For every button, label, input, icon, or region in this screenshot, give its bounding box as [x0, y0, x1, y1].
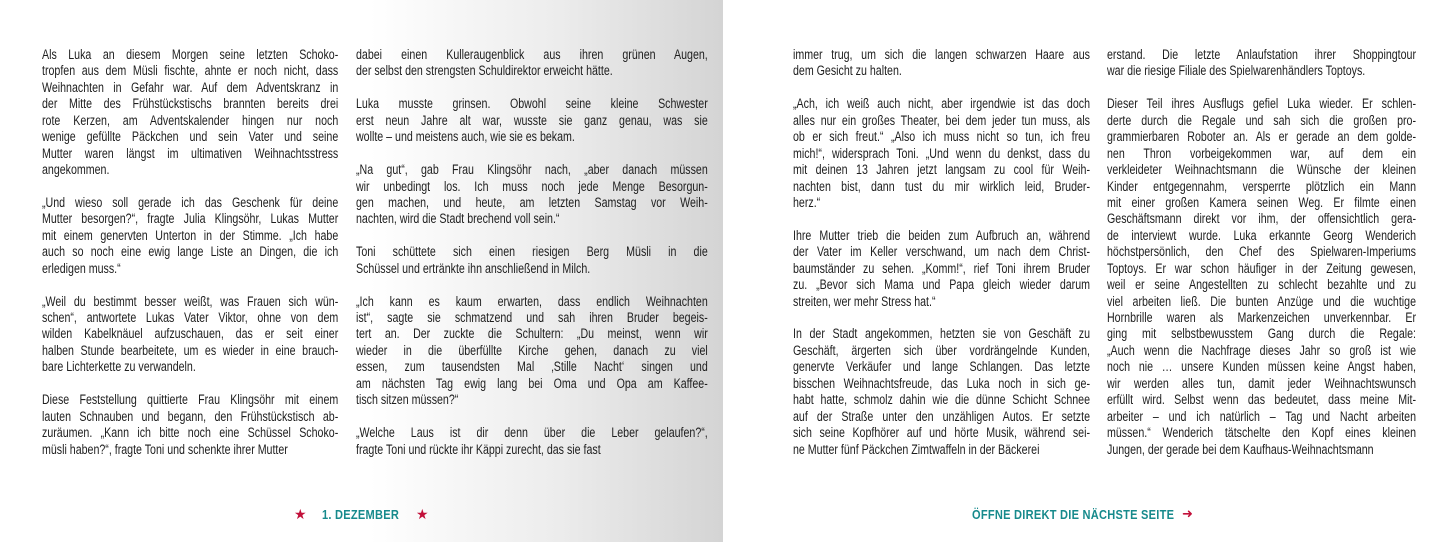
text-line: erst neun Jahre alt war, wusste sie ganz genau, was sie [356, 112, 708, 129]
text-line: verkleideter Weihnachtsmann die Wünsche der kleinen [1107, 162, 1416, 179]
text-line: noch nie … unsere Kunden müssen keine Angst haben, [1107, 359, 1416, 376]
text-line: auch so noch eine ewig lange Liste an Dingen, die ich [42, 244, 339, 261]
text-line: wenige gefüllte Päckchen und sein Vater und seine [42, 129, 339, 146]
text-line: In der Stadt angekommen, hetzten sie von Geschäft zu [793, 326, 1090, 343]
text-line: Hornbrille waren als Markenzeichen unverkennbar. Er [1107, 310, 1416, 326]
text-line: war die riesige Filiale des Spielwarenhändlers Toptoys. [1107, 63, 1366, 80]
text-line: der selbst den strengsten Schuldirektor erweicht hätte. [356, 63, 613, 80]
text-line: zu. „Bevor sich Mama und Papa gleich wieder darum [793, 277, 1090, 294]
text-line: viel arbeiten ließ. Die bunten Anzüge und die wuchtige [1107, 293, 1416, 310]
paragraph-gap [42, 179, 338, 195]
text-line: dem Gesicht zu halten. [793, 63, 902, 80]
text-line: ob er sich freut.“ „Also ich muss nicht so tun, ich freu [793, 129, 1090, 146]
text-line: derte durch die Regale und sah sich die großen pro- [1107, 112, 1416, 129]
text-line: wilden Kabelknäuel aufzuschauen, das er seit einer [42, 326, 339, 343]
text-column [356, 47, 708, 458]
paragraph [793, 228, 1090, 310]
paragraph [42, 47, 338, 179]
text-line: mit deinen 13 Jahren jetzt langsam zu cool für Weih- [793, 162, 1090, 179]
text-line: mit einer großen Kamera seinen Weg. Er filmte einen [1107, 194, 1416, 211]
text-line: wir unbedingt los. Ich muss noch jede Menge Besorgun- [356, 178, 708, 195]
text-line: Als Luka an diesem Morgen seine letzten Schoko- [42, 47, 339, 63]
paragraph-gap [42, 277, 338, 293]
text-line: erfüllt wird. Selbst wenn das bedeutet, dass meine Mit- [1107, 392, 1416, 409]
paragraph [356, 47, 708, 80]
paragraph [42, 195, 338, 277]
text-line: immer trug, um sich die langen schwarzen Haare aus [793, 47, 1090, 63]
text-line: Dieser Teil ihres Ausflugs gefiel Luka wieder. Er schlen- [1107, 96, 1416, 113]
text-line: dabei einen Kulleraugenblick aus ihren grünen Augen, [356, 47, 708, 63]
text-line: halben Stunde bearbeitete, um es wieder in eine brauch- [42, 342, 339, 359]
paragraph [793, 47, 1090, 80]
text-line: Luka musste grinsen. Obwohl seine kleine Schwester [356, 96, 708, 113]
text-line: der Mitte des Frühstückstischs brannten bereits drei [42, 96, 339, 113]
paragraph [1107, 96, 1416, 458]
text-line: habt hatte, schmolz dahin wie die dünne Schicht Schnee [793, 392, 1090, 409]
paragraph-gap [793, 310, 1090, 326]
text-line: nachten bist, dann tust du mir wirklich leid, Bruder- [793, 178, 1090, 195]
paragraph-gap [356, 228, 708, 244]
star-icon: ★ [416, 506, 429, 522]
text-line: herz.“ [793, 194, 821, 211]
text-line: bisschen Weihnachtsfreude, das Luka noch in sich ge- [793, 375, 1090, 392]
text-line: erledigen muss.“ [42, 260, 121, 277]
text-line: „Na gut“, gab Frau Klingsöhr nach, „aber danach müssen [356, 162, 708, 179]
text-line: nen Thron vorbeigekommen war, auf dem ein [1107, 145, 1416, 162]
text-line: am nächsten Tag ewig lang bei Oma und Opa am Kaffee- [356, 375, 708, 392]
paragraph [356, 162, 708, 228]
text-line: Toni schüttete sich einen riesigen Berg Müsli in die [356, 244, 708, 261]
text-line: grammierbaren Roboter an. Als er gerade an dem golde- [1107, 129, 1416, 146]
paragraph-gap [356, 146, 708, 162]
text-line: zuräumen. „Kann ich bitte noch eine Schüssel Schoko- [42, 425, 339, 442]
text-line: angekommen. [42, 162, 110, 179]
text-line: essen, zum tausendsten Mal ‚Stille Nacht‘ singen und [356, 359, 708, 376]
text-column [793, 47, 1090, 458]
paragraph [356, 244, 708, 277]
text-line: streiten, wer mehr Stress hat.“ [793, 293, 936, 310]
paragraph [1107, 47, 1416, 80]
text-line: bare Lichterkette zu verwandeln. [42, 359, 196, 376]
paragraph [356, 294, 708, 409]
next-page-label: ÖFFNE DIREKT DIE NÄCHSTE SEITE [972, 507, 1175, 522]
paragraph-gap [356, 277, 708, 293]
text-line: Geschäft, ärgerten sich über vordrängelnde Kunden, [793, 342, 1090, 359]
text-line: höchstpersönlich, den Chef des Spielwaren-Imperiums [1107, 244, 1416, 261]
text-line: „Welche Laus ist dir denn über die Leber gelaufen?“, [356, 425, 708, 442]
text-line: auf der Straße unter den unzähligen Autos. Er setzte [793, 408, 1090, 425]
text-line: ist“, sagte sie schmatzend und sah ihren Bruder begeis- [356, 310, 708, 326]
text-line: müssen.“ Wenderich tätschelte den Kopf eines kleinen [1107, 425, 1416, 442]
text-column [42, 47, 338, 458]
text-line: ging mit selbstbewusstem Gang durch die Regale: [1107, 326, 1416, 343]
text-line: mit einem genervten Unterton in der Stimme. „Ich habe [42, 227, 339, 244]
text-line: Diese Feststellung quittierte Frau Klingsöhr mit einem [42, 392, 339, 409]
text-line: der Vater im Keller verschwand, um nach dem Christ- [793, 244, 1090, 261]
text-line: ne Mutter fünf Päckchen Zimtwaffeln in der Bäckerei [793, 441, 1040, 458]
text-line: „Weil du bestimmt besser weißt, was Frauen sich wün- [42, 293, 339, 310]
paragraph-gap [42, 376, 338, 392]
text-line: Ihre Mutter trieb die beiden zum Aufbruch an, während [793, 227, 1090, 244]
text-line: Weihnachten in Gefahr war. Auf dem Adventskranz in [42, 79, 339, 96]
text-line: lauten Schnauben und begann, den Frühstückstisch ab- [42, 408, 339, 425]
text-line: nachten, wird die Stadt brechend voll sein.“ [356, 211, 560, 228]
text-line: schen“, antwortete Lukas Vater Viktor, ohne von dem [42, 310, 339, 326]
chapter-date-label: 1. DEZEMBER [322, 507, 400, 522]
text-line: de interviewt wurde. Luka erkannte Georg Wenderich [1107, 227, 1416, 244]
text-line: müsli haben?“, fragte Toni und schenkte ihrer Mutter [42, 441, 288, 458]
text-line: „Ach, ich weiß auch nicht, aber irgendwie ist das doch [793, 96, 1090, 113]
paragraph-gap [356, 80, 708, 96]
paragraph-gap [793, 80, 1090, 96]
text-line: wollte – und meistens auch, wie sie es bekam. [356, 129, 575, 146]
text-line: rote Kerzen, am Adventskalender hingen nur noch [42, 112, 339, 129]
text-line: „Und wieso soll gerade ich das Geschenk für deine [42, 194, 339, 211]
text-line: Jungen, der gerade bei dem Kaufhaus-Weihnachtsmann [1107, 441, 1374, 458]
text-line: alles nur ein großes Theater, bei dem jeder tun muss, als [793, 112, 1090, 129]
paragraph [356, 425, 708, 458]
text-line: erstand. Die letzte Anlaufstation ihrer Shoppingtour [1107, 47, 1416, 63]
paragraph-gap [356, 409, 708, 425]
text-line: wieder in die überfüllte Kirche gehen, danach zu viel [356, 342, 708, 359]
paragraph [356, 96, 708, 145]
text-line: Schüssel und ertränkte ihn anschließend in Milch. [356, 260, 591, 277]
paragraph [793, 326, 1090, 458]
chapter-date [322, 507, 413, 522]
text-line: sich seine Kopfhörer auf und hörte Musik, während sei- [793, 425, 1090, 442]
text-line: weil er seine Angestellten zu schlecht bezahlte und zu [1107, 277, 1416, 294]
text-line: mich!“, widersprach Toni. „Und wenn du denkst, dass du [793, 145, 1090, 162]
star-icon: ★ [294, 506, 307, 522]
text-line: Kinder entgegennahm, versperrte plötzlich ein Mann [1107, 178, 1416, 195]
text-line: „Auch wenn die Nachfrage dieses Jahr so groß ist wie [1107, 342, 1416, 359]
paragraph [42, 392, 338, 458]
text-line: tropfen aus dem Müsli fischte, ahnte er noch nicht, dass [42, 63, 339, 80]
text-line: Geschäftsmann direkt vor ihm, der offensichtlich gera- [1107, 211, 1416, 228]
text-line: gen machen, und heute, am letzten Samstag vor Weih- [356, 194, 708, 211]
text-line: tisch sitzen müssen?“ [356, 392, 459, 409]
text-line: baumständer zu sehen. „Komm!“, rief Toni ihrem Bruder [793, 260, 1090, 277]
paragraph [42, 294, 338, 376]
text-line: wir werden alles tun, damit jeder Weihnachtswunsch [1107, 375, 1416, 392]
text-line: Toptoys. Er war schon häufiger in der Zeitung gewesen, [1107, 260, 1416, 277]
text-line: tert an. Der zuckte die Schultern: „Du meinst, wenn wir [356, 326, 708, 343]
text-column [1107, 47, 1416, 458]
text-line: fragte Toni und rückte ihr Käppi zurecht, das sie fast [356, 441, 601, 458]
paragraph [793, 96, 1090, 211]
next-page-hint[interactable] [972, 507, 1210, 522]
text-line: genervte Verkäufer und lange Schlangen. Das letzte [793, 359, 1090, 376]
arrow-right-icon: ➜ [1182, 506, 1193, 521]
right-page [723, 0, 1445, 542]
text-line: Mutter waren längst im ultimativen Weihnachtsstress [42, 145, 339, 162]
text-line: Mutter besorgen?“, fragte Julia Klingsöhr, Lukas Mutter [42, 211, 339, 228]
paragraph-gap [793, 211, 1090, 227]
paragraph-gap [1107, 80, 1416, 96]
text-line: „Ich kann es kaum erwarten, dass endlich Weihnachten [356, 293, 708, 310]
text-line: arbeiter – und ich natürlich – Tag und Nacht arbeiten [1107, 408, 1416, 425]
